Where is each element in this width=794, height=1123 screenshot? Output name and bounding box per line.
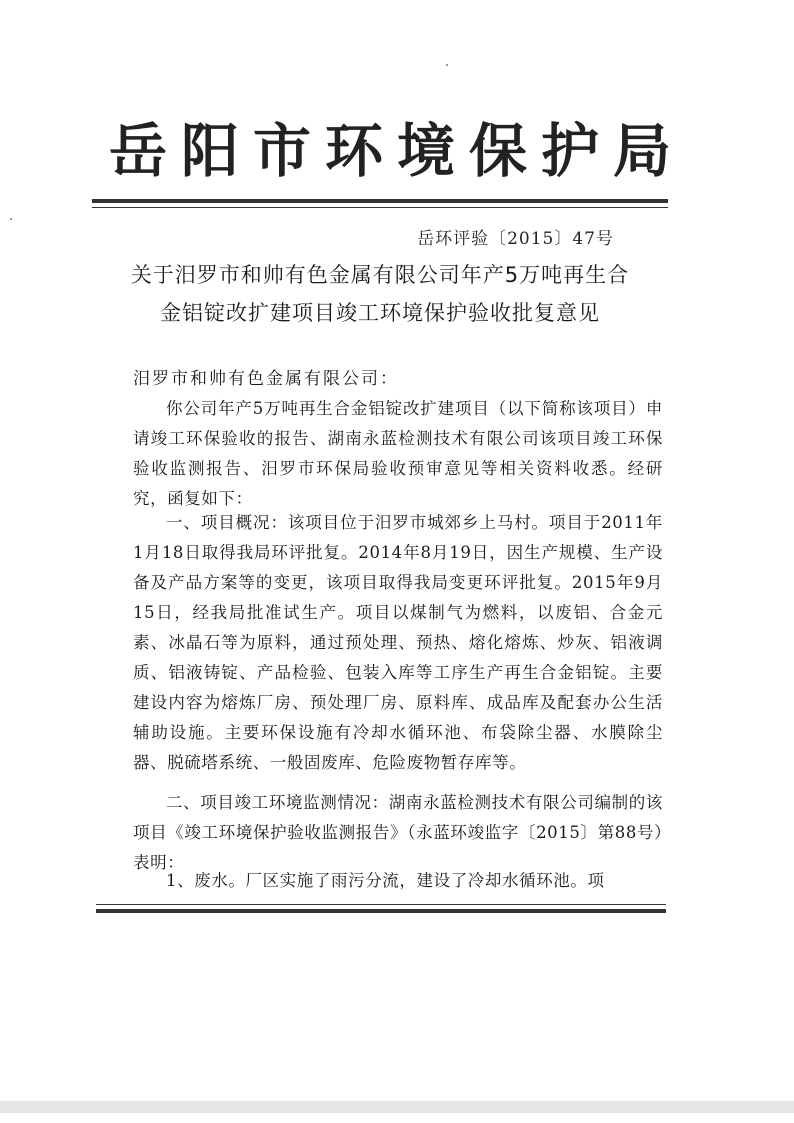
paragraph-text: 二、项目竣工环境监测情况：湖南永蓝检测技术有限公司编制的该项目《竣工环境保护验收监测报告》（永蓝环竣监字〔2015〕第88号）表明：: [133, 793, 663, 872]
footer-rule-thin: [96, 904, 666, 905]
paragraph-text: 1、废水。厂区实施了雨污分流，建设了冷却水循环池。项: [166, 871, 605, 890]
letterhead-rule-thick: [92, 199, 668, 203]
footer-rule-thick: [96, 909, 666, 913]
body-paragraph-2: [133, 508, 663, 778]
scan-speck: [10, 218, 12, 220]
scan-speck: [446, 64, 448, 66]
salutation: 汨罗市和帅有色金属有限公司：: [133, 369, 399, 389]
body-paragraph-4: [133, 866, 663, 896]
document-number: 岳环评验〔2015〕47号: [417, 229, 614, 249]
letterhead-rule-thin: [92, 207, 668, 208]
scan-edge-band: [0, 1101, 794, 1113]
agency-letterhead: 岳阳市环境保护局: [108, 117, 685, 185]
paragraph-text: 一、项目概况：该项目位于汨罗市城郊乡上马村。项目于2011年1月18日取得我局环评批复。2014年8月19日，因生产规模、生产设备及产品方案等的变更，该项目取得我局变更环评批复。2015年9月15日，经我局批准试生产。项目以煤制气为燃料，以废铝、合金元素、冰晶石等为原料，通过预处理、预热、熔化熔炼、炒灰、铝液调质、铝液铸锭、产品检验、包装入库等工序生产再生合金铝锭。主要建设内容为熔炼厂房、预处理厂房、原料库、成品库及配套办公生活辅助设施。主要环保设施有冷却水循环池、布袋除尘器、水膜除尘器、脱硫塔系统、一般固废库、危险废物暂存库等。: [133, 513, 663, 772]
paragraph-text: 你公司年产5万吨再生合金铝锭改扩建项目（以下简称该项目）申请竣工环保验收的报告、湖南永蓝检测技术有限公司该项目竣工环保验收监测报告、汨罗市环保局验收预审意见等相关资料收悉。经研究，函复如下：: [133, 399, 663, 508]
document-title-line1: 关于汨罗市和帅有色金属有限公司年产5万吨再生合: [130, 263, 630, 287]
document-title-line2: 金铝锭改扩建项目竣工环境保护验收批复意见: [160, 301, 600, 325]
body-paragraph-3: [133, 788, 663, 878]
body-paragraph-1: [133, 394, 663, 514]
